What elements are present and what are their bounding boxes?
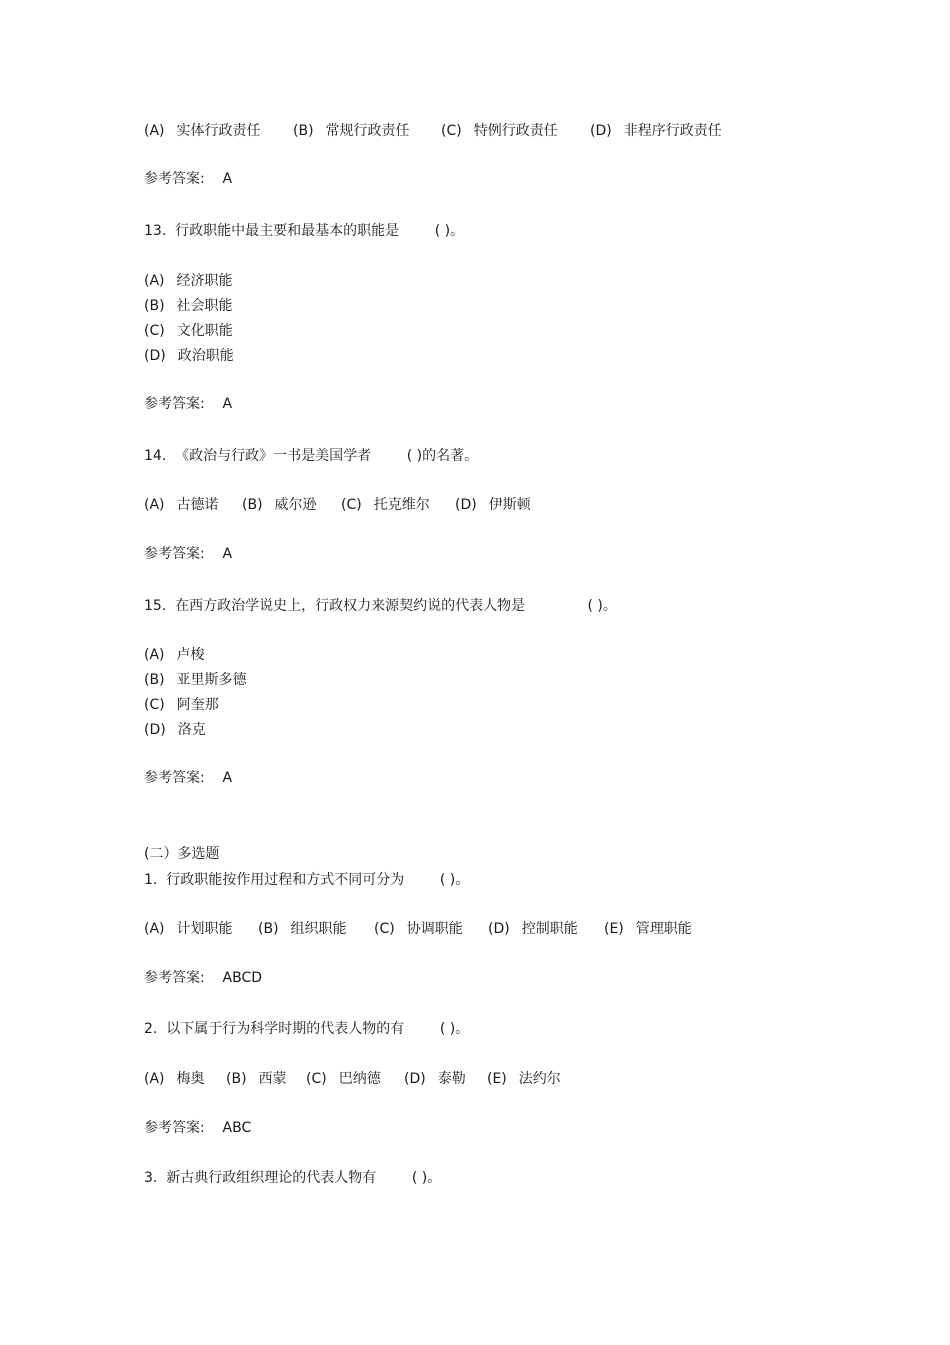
q15-option-c: (C) 阿奎那 [144, 697, 219, 713]
q12-option-c: (C) 特例行政责任 [441, 123, 558, 139]
q13-question: 13. 行政职能中最主要和最基本的职能是 ( )。 [144, 223, 465, 239]
q15-option-d: (D) 洛克 [144, 722, 206, 738]
q15-answer: 参考答案: A [144, 770, 233, 786]
m2-option-c: (C) 巴纳德 [306, 1071, 381, 1087]
q13-option-d: (D) 政治职能 [144, 348, 234, 364]
q12-option-b: (B) 常规行政责任 [293, 123, 410, 139]
q14-option-c: (C) 托克维尔 [341, 497, 430, 513]
m1-option-d: (D) 控制职能 [488, 921, 578, 937]
q13-option-b: (B) 社会职能 [144, 298, 233, 314]
q14-option-d: (D) 伊斯顿 [455, 497, 531, 513]
m1-option-e: (E) 管理职能 [604, 921, 692, 937]
m2-option-b: (B) 西蒙 [226, 1071, 287, 1087]
q15-question: 15. 在西方政治学说史上，行政权力来源契约说的代表人物是 ( )。 [144, 598, 617, 614]
q13-option-a: (A) 经济职能 [144, 273, 233, 289]
q13-option-c: (C) 文化职能 [144, 323, 233, 339]
m1-answer: 参考答案: ABCD [144, 970, 263, 986]
q14-answer: 参考答案: A [144, 546, 233, 562]
m2-option-d: (D) 泰勒 [404, 1071, 466, 1087]
q14-option-b: (B) 威尔逊 [242, 497, 317, 513]
m2-question: 2. 以下属于行为科学时期的代表人物的有 ( )。 [144, 1021, 470, 1037]
q14-question: 14. 《政治与行政》一书是美国学者 ( )的名著。 [144, 448, 479, 464]
m1-option-b: (B) 组织职能 [258, 921, 347, 937]
q12-option-d: (D) 非程序行政责任 [590, 123, 722, 139]
m2-answer: 参考答案: ABC [144, 1120, 252, 1136]
m2-option-a: (A) 梅奥 [144, 1071, 205, 1087]
q14-option-a: (A) 古德诺 [144, 497, 219, 513]
m1-option-a: (A) 计划职能 [144, 921, 233, 937]
q13-answer: 参考答案: A [144, 396, 233, 412]
q12-option-a: (A) 实体行政责任 [144, 123, 261, 139]
q12-answer: 参考答案: A [144, 171, 233, 187]
m3-question: 3. 新古典行政组织理论的代表人物有 ( )。 [144, 1170, 442, 1186]
q15-option-b: (B) 亚里斯多德 [144, 672, 247, 688]
q15-option-a: (A) 卢梭 [144, 647, 205, 663]
m1-option-c: (C) 协调职能 [374, 921, 463, 937]
m2-option-e: (E) 法约尔 [487, 1071, 561, 1087]
section-heading-multi-choice: (二）多选题 [144, 846, 220, 862]
m1-question: 1. 行政职能按作用过程和方式不同可分为 ( )。 [144, 872, 470, 888]
